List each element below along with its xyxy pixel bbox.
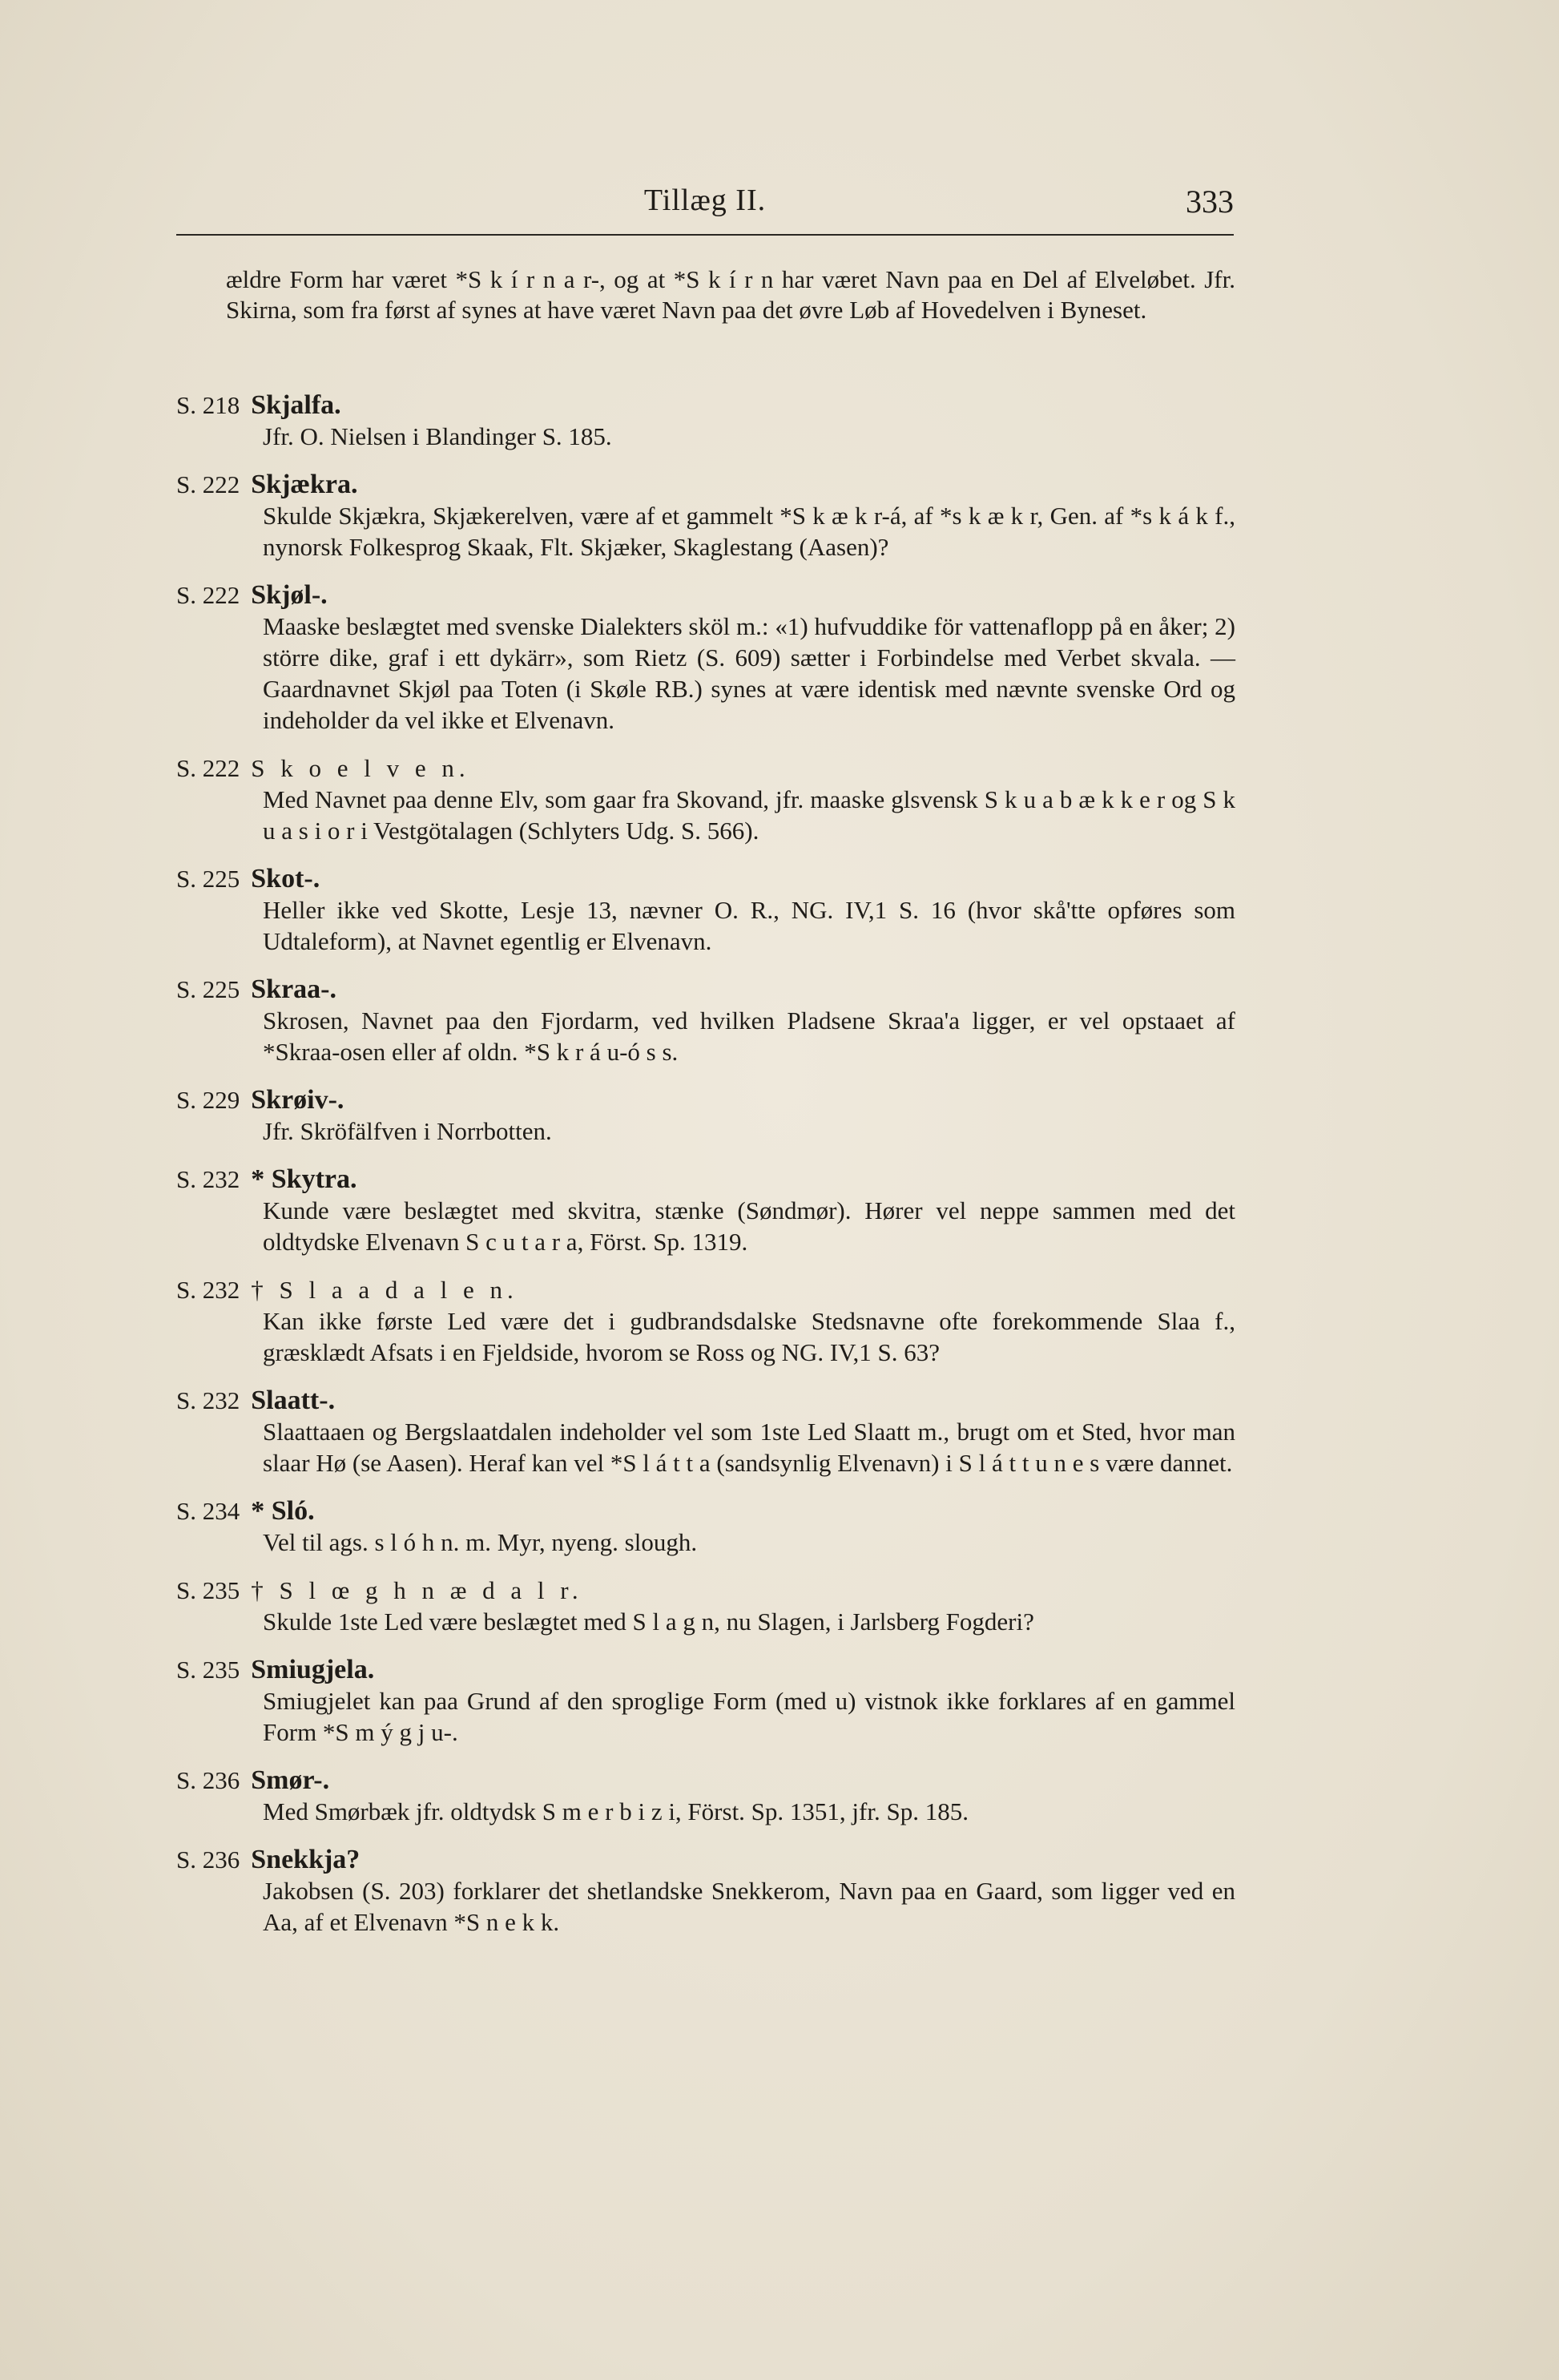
entry-reference: S. 234 — [176, 1497, 240, 1525]
entry-heading — [176, 1084, 1235, 1115]
entry-headword: * Sló. — [251, 1496, 315, 1526]
entry-reference: S. 225 — [176, 975, 240, 1003]
entry-text: Skulde Skjækra, Skjækerelven, være af et gammelt *S k æ k r-á, af *s k æ k r, Gen. af *s k á k f., nynorsk Folkesprog Skaak, Flt. Skjæker, Skaglestang (Aasen)? — [263, 502, 1235, 561]
list-item — [176, 1575, 1235, 1637]
entry-headword: Skrøiv-. — [251, 1085, 344, 1115]
entry-reference: S. 235 — [176, 1576, 240, 1604]
list-item — [176, 579, 1235, 736]
entry-text: Slaattaaen og Bergslaatdalen indeholder vel som 1ste Led Slaatt m., brugt om et Sted, hvor man slaar Hø (se Aasen). Heraf kan vel *S l á t t a (sandsynlig Elvenavn) i S l á t t u n e s være dannet. — [263, 1418, 1235, 1477]
entry-reference: S. 222 — [176, 581, 240, 609]
list-item — [176, 1654, 1235, 1748]
entry-heading — [176, 752, 1235, 784]
entry-text: Jfr. O. Nielsen i Blandinger S. 185. — [263, 422, 612, 450]
entry-text: Med Navnet paa denne Elv, som gaar fra Skovand, jfr. maaske glsvensk S k u a b æ k k e r og S k u a s i o r i Vestgötalagen (Schlyters Udg. S. 566). — [263, 785, 1235, 845]
entry-heading — [176, 1385, 1235, 1416]
running-title: Tillæg II. — [643, 184, 767, 217]
entry-headword: Smiugjela. — [251, 1655, 375, 1684]
entry-heading — [176, 863, 1235, 894]
entry-list — [176, 389, 1235, 1954]
entry-heading — [176, 1575, 1235, 1606]
entry-heading — [176, 469, 1235, 500]
entry-heading — [176, 579, 1235, 611]
entry-heading — [176, 1495, 1235, 1527]
entry-headword: Skjalfa. — [251, 390, 341, 420]
entry-reference: S. 236 — [176, 1766, 240, 1794]
entry-heading — [176, 1844, 1235, 1875]
entry-reference: S. 222 — [176, 754, 240, 782]
list-item — [176, 1495, 1235, 1558]
list-item — [176, 752, 1235, 846]
list-item — [176, 1844, 1235, 1938]
entry-headword: S k o e l v e n. — [251, 754, 470, 782]
entry-headword: Skot-. — [251, 864, 320, 894]
list-item — [176, 974, 1235, 1067]
entry-reference: S. 235 — [176, 1656, 240, 1684]
entry-heading — [176, 974, 1235, 1005]
entry-text: Kan ikke første Led være det i gudbrandsdalske Stedsnavne ofte forekommende Slaa f., græsklædt Afsats i en Fjeldside, hvorom se Ross og NG. IV,1 S. 63? — [263, 1307, 1235, 1366]
entry-text: Vel til ags. s l ó h n. m. Myr, nyeng. slough. — [263, 1528, 698, 1556]
entry-text: Smiugjelet kan paa Grund af den sproglige Form (med u) vistnok ikke forklares af en gammel Form *S m ý g j u-. — [263, 1687, 1235, 1746]
list-item — [176, 863, 1235, 957]
entry-text: Heller ikke ved Skotte, Lesje 13, nævner O. R., NG. IV,1 S. 16 (hvor skå'tte opføres som Udtaleform), at Navnet egentlig er Elvenavn. — [263, 896, 1235, 955]
entry-headword: Skjækra. — [251, 470, 358, 499]
entry-text: Skrosen, Navnet paa den Fjordarm, ved hvilken Pladsene Skraa'a ligger, er vel opstaaet af *Skraa-osen eller af oldn. *S k r á u-ó s s. — [263, 1006, 1235, 1066]
entry-text: Jakobsen (S. 203) forklarer det shetlandske Snekkerom, Navn paa en Gaard, som ligger ved en Aa, af et Elvenavn *S n e k k. — [263, 1877, 1235, 1936]
entry-reference: S. 236 — [176, 1846, 240, 1874]
entry-reference: S. 225 — [176, 865, 240, 893]
entry-heading — [176, 1274, 1235, 1305]
entry-heading — [176, 1765, 1235, 1796]
entry-heading — [176, 1654, 1235, 1685]
entry-text: Skulde 1ste Led være beslægtet med S l a g n, nu Slagen, i Jarlsberg Fogderi? — [263, 1608, 1034, 1636]
entry-reference: S. 218 — [176, 391, 240, 419]
entry-reference: S. 232 — [176, 1165, 240, 1193]
entry-text: Jfr. Skröfälfven i Norrbotten. — [263, 1117, 552, 1145]
entry-reference: S. 229 — [176, 1086, 240, 1114]
entry-headword: † S l œ g h n æ d a l r. — [251, 1576, 583, 1604]
entry-text: Maaske beslægtet med svenske Dialekters sköl m.: «1) hufvuddike för vattenaflopp på en åker; 2) större dike, graf i ett dykärr», som Rietz (S. 609) sætter i Forbindelse med Verbet skvala. — Gaardnavnet Skjøl paa Toten (i Skøle RB.) synes at være identisk med nævnte svenske Ord og indeholder da vel ikke et Elvenavn. — [263, 612, 1235, 734]
list-item — [176, 1164, 1235, 1257]
entry-heading — [176, 389, 1235, 421]
entry-heading — [176, 1164, 1235, 1195]
list-item — [176, 1084, 1235, 1147]
list-item — [176, 469, 1235, 563]
entry-reference: S. 222 — [176, 470, 240, 498]
entry-headword: Smør-. — [251, 1765, 330, 1795]
entry-headword: † S l a a d a l e n. — [251, 1276, 518, 1304]
list-item — [176, 1765, 1235, 1827]
entry-headword: * Skytra. — [251, 1164, 357, 1194]
entry-headword: Slaatt-. — [251, 1386, 336, 1415]
entry-headword: Snekkja? — [251, 1845, 361, 1874]
list-item — [176, 1274, 1235, 1368]
entry-reference: S. 232 — [176, 1276, 240, 1304]
entry-headword: Skraa-. — [251, 974, 336, 1004]
intro-paragraph: ældre Form har været *S k í r n a r-, og at *S k í r n har været Navn paa en Del af Elveløbet. Jfr. Skirna, som fra først af synes at have været Navn paa det øvre Løb af Hovedelven i Byneset. — [226, 265, 1235, 324]
entry-text: Med Smørbæk jfr. oldtydsk S m e r b i z i, Först. Sp. 1351, jfr. Sp. 185. — [263, 1797, 969, 1825]
page-number: 333 — [1186, 184, 1234, 220]
list-item — [176, 389, 1235, 452]
entry-reference: S. 232 — [176, 1386, 240, 1414]
entry-text: Kunde være beslægtet med skvitra, stænke (Søndmør). Hører vel neppe sammen med det oldtydske Elvenavn S c u t a r a, Först. Sp. 1319. — [263, 1196, 1235, 1256]
running-header — [176, 183, 1234, 236]
entry-headword: Skjøl-. — [251, 580, 328, 610]
list-item — [176, 1385, 1235, 1478]
